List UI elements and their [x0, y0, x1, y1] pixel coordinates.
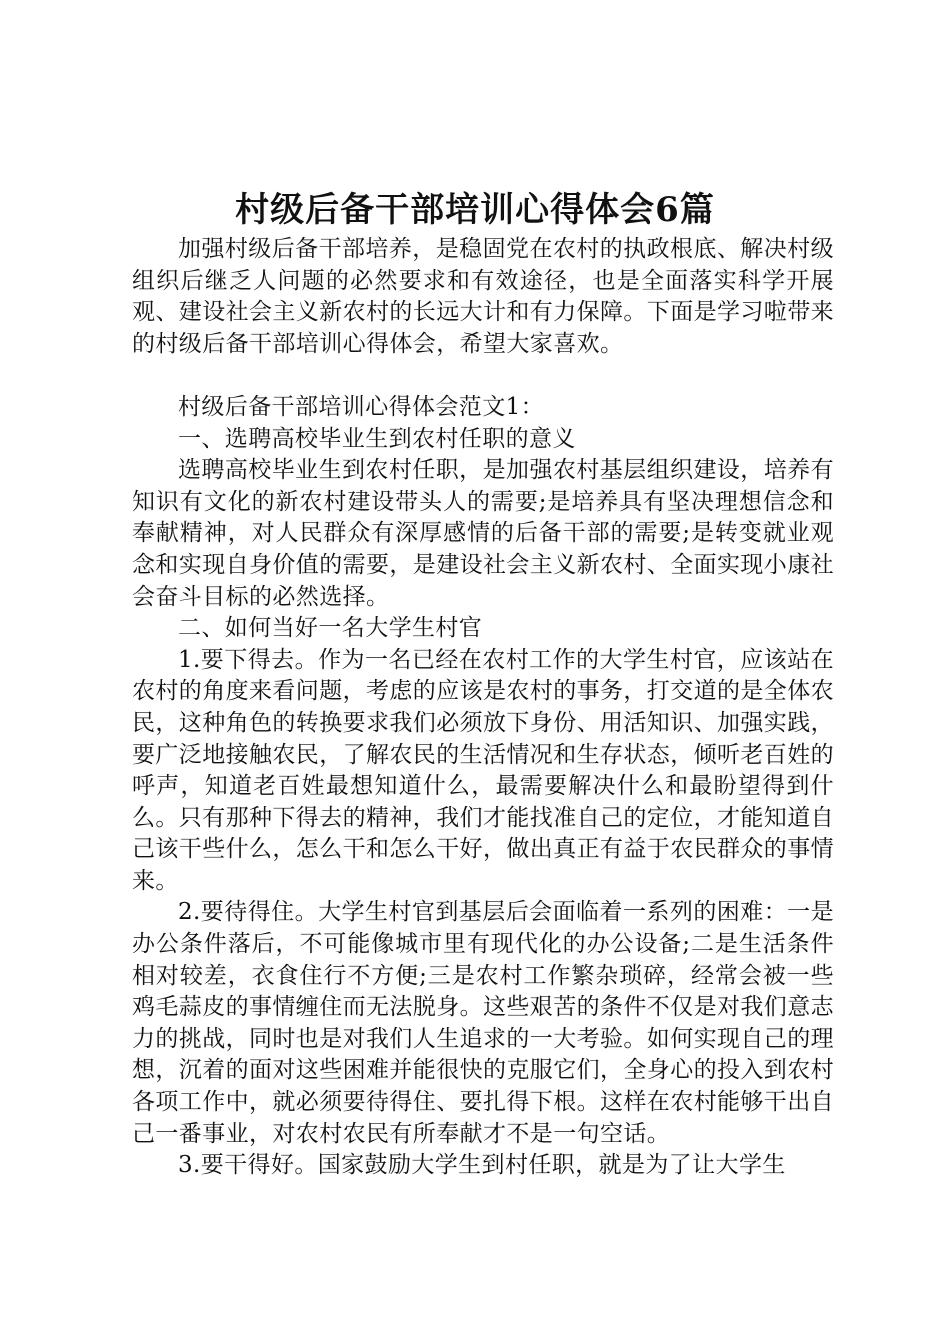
body-paragraph: 选聘高校毕业生到农村任职，是加强农村基层组织建设，培养有知识有文化的新农村建设带头人的需要;是培养具有坚决理想信念和奉献精神，对人民群众有深厚感情的后备干部的需要;是转变就业观念和实现自身价值的需要，是建设社会主义新农村、全面实现小康社会奋斗目标的必然选择。	[132, 457, 834, 610]
section-heading-2: 二、如何当好一名大学生村官	[178, 615, 483, 642]
sample-heading: 村级后备干部培训心得体会范文1：	[178, 393, 545, 420]
intro-paragraph: 加强村级后备干部培养，是稳固党在农村的执政根底、解决村级组织后继乏人问题的必然要求和有效途径，也是全面落实科学开展观、建设社会主义新农村的长远大计和有力保障。下面是学习啦带来的村级后备干部培训心得体会，希望大家喜欢。	[132, 236, 834, 357]
body-paragraph: 2.要待得住。大学生村官到基层后会面临着一系列的困难：一是办公条件落后，不可能像城市里有现代化的办公设备;二是生活条件相对较差，衣食住行不方便;三是农村工作繁杂琐碎，经常会被一些鸡毛蒜皮的事情缠住而无法脱身。这些艰苦的条件不仅是对我们意志力的挑战，同时也是对我们人生追求的一大考验。如何实现自己的理想，沉着的面对这些困难并能很快的克服它们，全身心的投入到农村各项工作中，就必须要待得住、要扎得下根。这样在农村能够干出自己一番事业，对农村农民有所奉献才不是一句空话。	[132, 899, 834, 1147]
document-title: 村级后备干部培训心得体会6篇	[235, 190, 715, 230]
body-paragraph: 3.要干得好。国家鼓励大学生到村任职，就是为了让大学生	[178, 1152, 786, 1179]
body-paragraph: 1.要下得去。作为一名已经在农村工作的大学生村官，应该站在农村的角度来看问题，考虑的应该是农村的事务，打交道的是全体农民，这种角色的转换要求我们必须放下身份、用活知识、加强实践，要广泛地接触农民，了解农民的生活情况和生存状态，倾听老百姓的呼声，知道老百姓最想知道什么，最需要解决什么和最盼望得到什么。只有那种下得去的精神，我们才能找准自己的定位，才能知道自己该干些什么，怎么干和怎么干好，做出真正有益于农民群众的事情来。	[132, 646, 834, 894]
document-body	[132, 234, 834, 1182]
section-heading-1: 一、选聘高校毕业生到农村任职的意义	[178, 425, 576, 452]
